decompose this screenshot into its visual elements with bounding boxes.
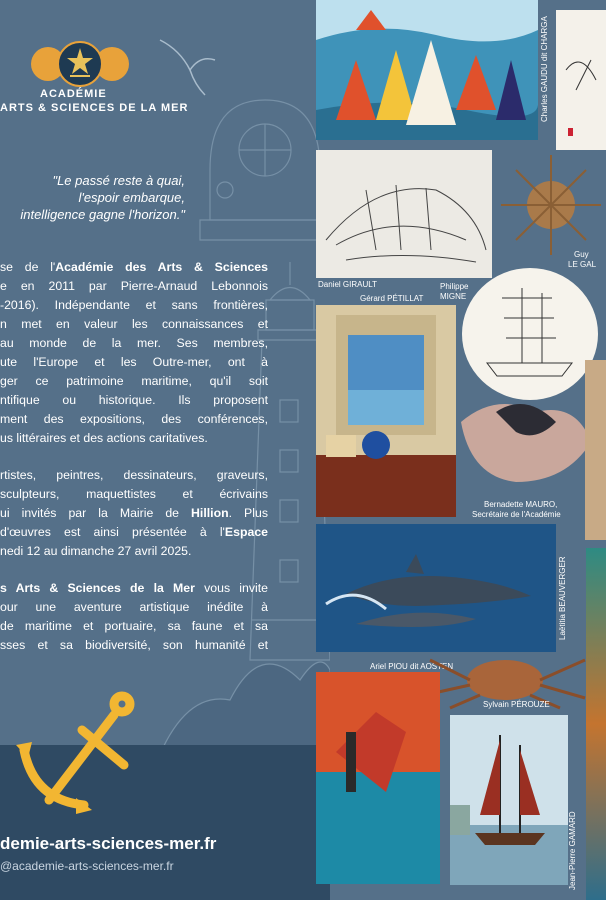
email-link[interactable]: @academie-arts-sciences-mer.fr xyxy=(0,859,174,873)
anchor-icon xyxy=(14,690,144,820)
paragraph-intro: se de l'Académie des Arts & Sciences e en 2011 par Pierre-Arnaud Lebonnois -2016). Indépendante et sans frontières, n met en valeur les connaissances et au monde de la mer. Ses membres, ute l'Europe et les Outre-mer, ont à ger ce patrimoine maritime, qu'il soit ntifique ou historique. Ils proposent ment des expositions, des conférences, us littéraires et des actions caritatives. xyxy=(0,260,268,445)
caption-gaudu: Charles GAUDU dit CHARGA xyxy=(540,16,549,122)
caption-piou: Ariel PIOU dit AOSTEN xyxy=(370,662,454,671)
artwork-abstract-right xyxy=(586,548,606,900)
quote-line: l'espoir embarque, xyxy=(78,190,185,205)
org-name-line1: ACADÉMIE xyxy=(40,88,107,100)
paragraph-exhibition: rtistes, peintres, dessinateurs, graveurs, sculpteurs, maquettistes et écrivains ui invités par la Mairie de Hillion. Plus d'œuvres est ainsi présentée à l'Espace nedi 12 au dimanche 27 avril 2025. xyxy=(0,468,268,558)
artwork-sailboats xyxy=(316,0,538,140)
artwork-shipwreck-drawing xyxy=(316,150,492,278)
body-text xyxy=(0,258,268,673)
quote xyxy=(0,172,185,223)
artwork-ink-sketch xyxy=(556,10,606,150)
academy-name-highlight: Académie des Arts & Sciences xyxy=(55,260,268,274)
caption-petillat: Gérard PÉTILLAT xyxy=(360,294,424,303)
diving-helmet-icon xyxy=(200,100,330,240)
artwork-edge-strip xyxy=(585,360,606,540)
quote-line: intelligence gagne l'horizon." xyxy=(20,207,185,222)
caption-perouze: Sylvain PÉROUZE xyxy=(483,700,550,709)
town-highlight: Hillion xyxy=(191,506,229,520)
website-link[interactable]: demie-arts-sciences-mer.fr xyxy=(0,834,217,853)
caption-girault: Daniel GIRAULT xyxy=(318,280,377,289)
caption-legal-2: LE GAL xyxy=(568,260,597,269)
caption-gamard: Jean-Pierre GAMARD xyxy=(568,811,577,890)
artwork-ceramic-sculpture xyxy=(456,392,596,492)
caption-legal-1: Guy xyxy=(574,250,589,259)
artwork-dolphins xyxy=(316,524,556,652)
caption-mauro-2: Secrétaire de l'Académie xyxy=(472,510,561,519)
artwork-window-painting xyxy=(316,305,456,517)
artwork-harbour-boat xyxy=(450,715,568,885)
artwork-tallship-etching xyxy=(462,268,598,400)
caption-migne-1: Philippe xyxy=(440,282,469,291)
logo-emblem-icon xyxy=(30,40,130,88)
org-name-line2: ARTS & SCIENCES DE LA MER xyxy=(0,102,189,114)
caption-beauverger: Laëtitia BEAUVERGER xyxy=(558,556,567,640)
caption-mauro-1: Bernadette MAURO, xyxy=(484,500,558,509)
paragraph-invitation: s Arts & Sciences de la Mer vous invite our une aventure artistique inédite à de maritime et portuaire, sa faune et sa sses et sa biodiversité, son humanité et xyxy=(0,581,268,652)
artwork-orange-painting xyxy=(316,672,440,884)
seagull-icon xyxy=(160,40,215,95)
quote-line: "Le passé reste à quai, xyxy=(52,173,185,188)
caption-migne-2: MIGNE xyxy=(440,292,467,301)
artwork-sea-urchin xyxy=(496,150,606,260)
venue-highlight: Espace xyxy=(224,525,268,539)
invitation-highlight: s Arts & Sciences de la Mer xyxy=(0,581,195,595)
